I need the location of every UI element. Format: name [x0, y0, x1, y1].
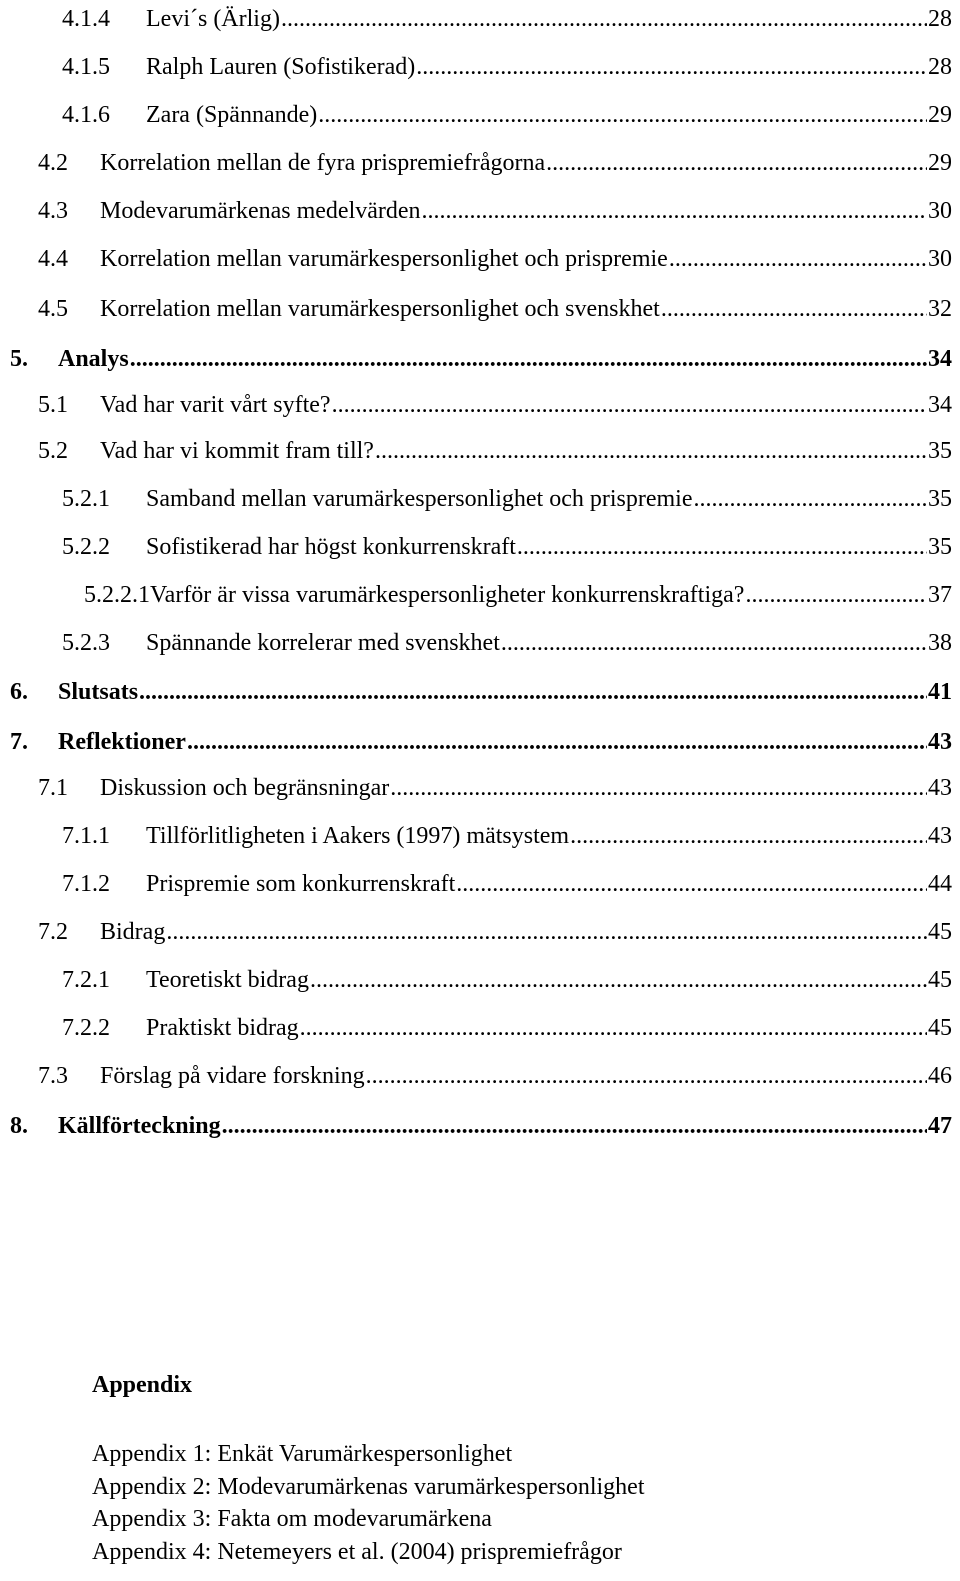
toc-entry-page: 45	[928, 967, 952, 993]
toc-chapter[interactable]	[10, 1111, 952, 1141]
toc-leader-dots	[187, 727, 927, 757]
toc-entry-number: 5.2.2	[62, 534, 110, 560]
toc-entry-title: Sofistikerad har högst konkurrenskraft	[146, 534, 516, 560]
toc-entry[interactable]	[38, 773, 952, 803]
toc-entry-page: 35	[928, 438, 952, 464]
toc-leader-dots	[281, 4, 927, 34]
toc-entry-number: 4.1.5	[62, 54, 110, 80]
toc-entry-page: 34	[928, 392, 952, 418]
appendix-section	[92, 1370, 645, 1568]
toc-entry-title: Levi´s (Ärlig)	[146, 6, 280, 32]
toc-entry[interactable]	[62, 4, 952, 34]
toc-entry-number: 4.3	[38, 198, 68, 224]
toc-entry-number: 5.2	[38, 438, 68, 464]
appendix-item[interactable]: Appendix 1: Enkät Varumärkespersonlighet	[92, 1441, 513, 1467]
toc-leader-dots	[501, 628, 927, 658]
toc-leader-dots	[166, 917, 927, 947]
toc-entry-page: 28	[928, 6, 952, 32]
toc-entry-title: Teoretiskt bidrag	[146, 967, 309, 993]
toc-entry-page: 41	[928, 679, 952, 705]
toc-entry-title: Vad har varit vårt syfte?	[100, 392, 331, 418]
toc-leader-dots	[139, 677, 927, 707]
toc-leader-dots	[318, 100, 927, 130]
toc-leader-dots	[456, 869, 927, 899]
toc-leader-dots	[517, 532, 927, 562]
toc-entry-number: 7.3	[38, 1063, 68, 1089]
toc-entry-page: 46	[928, 1063, 952, 1089]
appendix-heading: Appendix	[92, 1372, 193, 1398]
toc-entry-title: Samband mellan varumärkespersonlighet och prispremie	[146, 486, 693, 512]
toc-entry-title: Korrelation mellan varumärkespersonlighet och prispremie	[100, 246, 668, 272]
toc-entry-title: Korrelation mellan de fyra prispremiefrågorna	[100, 150, 546, 176]
toc-entry[interactable]	[62, 869, 952, 899]
toc-entry-number: 8.	[10, 1113, 28, 1139]
toc-entry-page: 43	[928, 823, 952, 849]
toc-entry[interactable]	[38, 196, 952, 226]
toc-entry-title: Varför är vissa varumärkespersonligheter konkurrenskraftiga?	[150, 582, 745, 608]
toc-entry[interactable]	[38, 436, 952, 466]
toc-entry[interactable]	[38, 390, 952, 420]
toc-entry-page: 29	[928, 102, 952, 128]
toc-entry[interactable]	[62, 821, 952, 851]
toc-entry-page: 43	[928, 729, 952, 755]
appendix-item[interactable]: Appendix 4: Netemeyers et al. (2004) prispremiefrågor	[92, 1538, 622, 1565]
toc-entry-number: 4.5	[38, 296, 68, 322]
toc-entry-title: Reflektioner	[58, 729, 186, 755]
toc-entry-title: Modevarumärkenas medelvärden	[100, 198, 421, 224]
toc-entry[interactable]	[62, 532, 952, 562]
toc-entry-title: Slutsats	[58, 679, 139, 705]
appendix-item[interactable]: Appendix 2: Modevarumärkenas varumärkespersonlighet	[92, 1473, 645, 1500]
toc-leader-dots	[694, 484, 927, 514]
toc-leader-dots	[332, 390, 927, 420]
toc-entry[interactable]	[62, 965, 952, 995]
toc-entry[interactable]	[38, 148, 952, 178]
toc-entry-number: 5.2.2.1	[84, 582, 150, 608]
toc-entry-number: 5.2.3	[62, 630, 110, 656]
toc-entry-page: 32	[928, 296, 952, 322]
toc-entry-number: 7.2.1	[62, 967, 110, 993]
toc-entry-number: 5.1	[38, 392, 68, 418]
toc-entry[interactable]	[62, 52, 952, 82]
toc-entry[interactable]	[62, 628, 952, 658]
toc-entry-page: 29	[928, 150, 952, 176]
toc-entry-page: 38	[928, 630, 952, 656]
toc-entry-number: 5.2.1	[62, 486, 110, 512]
toc-entry-title: Bidrag	[100, 919, 166, 945]
toc-leader-dots	[366, 1061, 927, 1091]
toc-entry-title: Diskussion och begränsningar	[100, 775, 390, 801]
toc-leader-dots	[669, 244, 927, 274]
toc-leader-dots	[300, 1013, 927, 1043]
toc-entry-title: Vad har vi kommit fram till?	[100, 438, 374, 464]
toc-entry-page: 34	[928, 346, 952, 372]
toc-leader-dots	[390, 773, 927, 803]
toc-entry[interactable]	[38, 244, 952, 274]
toc-leader-dots	[546, 148, 927, 178]
toc-entry[interactable]	[62, 1013, 952, 1043]
toc-entry-number: 7.1	[38, 775, 68, 801]
toc-entry-number: 7.2	[38, 919, 68, 945]
toc-entry-title: Praktiskt bidrag	[146, 1015, 299, 1041]
toc-leader-dots	[661, 294, 927, 324]
toc-entry-page: 45	[928, 919, 952, 945]
toc-entry-title: Källförteckning	[58, 1113, 221, 1139]
toc-leader-dots	[416, 52, 927, 82]
toc-entry-number: 5.	[10, 346, 28, 372]
appendix-item[interactable]: Appendix 3: Fakta om modevarumärkena	[92, 1506, 492, 1532]
toc-entry-number: 7.	[10, 729, 28, 755]
toc-entry-title: Zara (Spännande)	[146, 102, 318, 128]
toc-entry-page: 28	[928, 54, 952, 80]
toc-entry-number: 4.1.4	[62, 6, 110, 32]
toc-chapter[interactable]	[10, 344, 952, 374]
toc-leader-dots	[310, 965, 927, 995]
toc-entry-title: Spännande korrelerar med svenskhet	[146, 630, 500, 656]
toc-leader-dots	[422, 196, 927, 226]
toc-entry[interactable]	[84, 580, 952, 610]
toc-entry-title: Korrelation mellan varumärkespersonlighet och svenskhet	[100, 296, 660, 322]
toc-entry-page: 44	[928, 871, 952, 897]
toc-entry-page: 47	[928, 1113, 952, 1139]
toc-entry-title: Prispremie som konkurrenskraft	[146, 871, 456, 897]
toc-entry[interactable]	[62, 100, 952, 130]
toc-entry-title: Tillförlitligheten i Aakers (1997) mätsystem	[146, 823, 570, 849]
toc-entry-number: 7.1.1	[62, 823, 110, 849]
toc-entry-number: 7.2.2	[62, 1015, 110, 1041]
toc-entry-page: 30	[928, 198, 952, 224]
toc-entry-number: 7.1.2	[62, 871, 110, 897]
toc-entry-number: 4.2	[38, 150, 68, 176]
toc-entry-number: 4.4	[38, 246, 68, 272]
toc-chapter[interactable]	[10, 677, 952, 707]
toc-entry-number: 4.1.6	[62, 102, 110, 128]
toc-leader-dots	[745, 580, 927, 610]
toc-entry-title: Ralph Lauren (Sofistikerad)	[146, 54, 416, 80]
toc-entry-page: 30	[928, 246, 952, 272]
toc-entry[interactable]	[38, 294, 952, 324]
toc-entry-page: 35	[928, 534, 952, 560]
toc-entry-page: 45	[928, 1015, 952, 1041]
toc-entry-title: Analys	[58, 346, 129, 372]
toc-leader-dots	[570, 821, 927, 851]
toc-entry-title: Förslag på vidare forskning	[100, 1063, 365, 1089]
toc-entry-page: 37	[928, 582, 952, 608]
toc-entry[interactable]	[38, 1061, 952, 1091]
toc-leader-dots	[222, 1111, 927, 1141]
toc-entry[interactable]	[38, 917, 952, 947]
toc-leader-dots	[130, 344, 927, 374]
toc-leader-dots	[375, 436, 927, 466]
toc-entry-page: 35	[928, 486, 952, 512]
toc-entry[interactable]	[62, 484, 952, 514]
toc-entry-page: 43	[928, 775, 952, 801]
toc-entry-number: 6.	[10, 679, 28, 705]
toc-chapter[interactable]	[10, 727, 952, 757]
